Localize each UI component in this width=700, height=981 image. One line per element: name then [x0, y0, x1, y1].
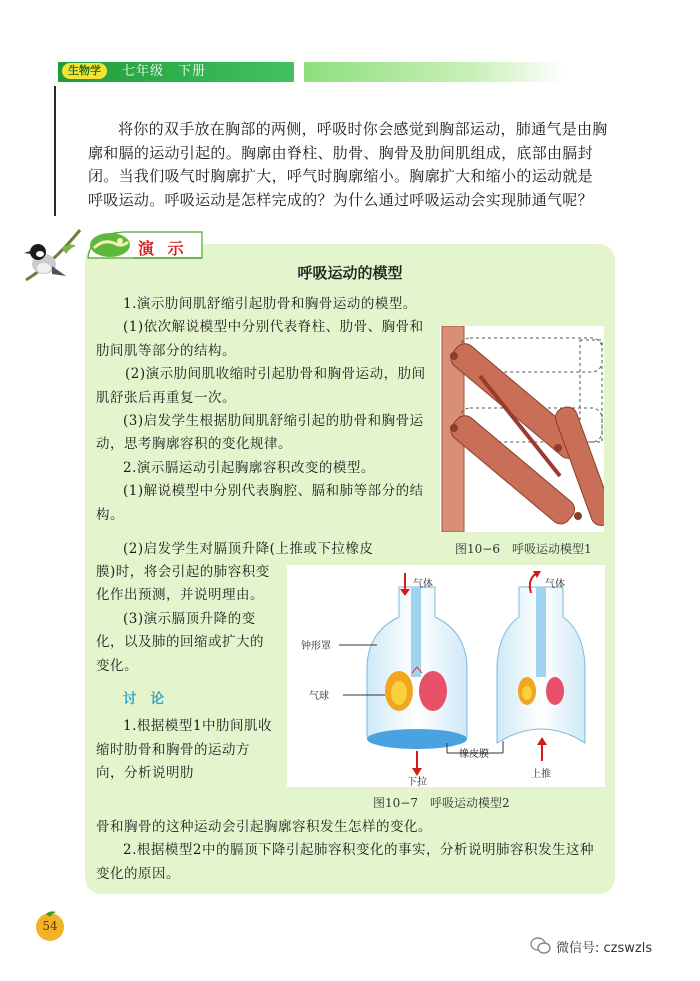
intro-paragraph: 将你的双手放在胸部的两侧，呼吸时你会感觉到胸部运动，肺通气是由胸廓和膈的运动引起的。胸廓由脊柱、肋骨、胸骨及肋间肌组成，底部由膈封闭。当我们吸气时胸廓扩大，呼气时胸廓缩小。胸廓扩大和缩小的运动就是呼吸运动。呼吸运动是怎样完成的？为什么通过呼吸运动会实现肺通气呢？	[88, 120, 608, 209]
step-2-2-rest	[96, 561, 276, 786]
step-2-2-text: 膜)时，将会引起的肺容积变化作出预测，并说明理由。	[96, 564, 270, 604]
demo-steps	[96, 293, 430, 527]
label-rubber-membrane: 橡皮膜	[459, 749, 489, 760]
label-push-up: 上推	[531, 769, 551, 780]
margin-line	[54, 86, 56, 216]
bird-icon	[22, 224, 82, 290]
wechat-watermark: 微信号: czswzls	[556, 941, 653, 956]
demo-label: 演 示	[138, 239, 188, 258]
step-2-1: (1)解说模型中分别代表胸腔、膈和肺等部分的结构。	[96, 483, 424, 523]
discussion-q1-part: 1.根据模型1中肋间肌收缩时肋骨和胸骨的运动方向，分析说明肋	[96, 718, 272, 782]
step-1-3: (3)启发学生根据肋间肌舒缩引起的肋骨和胸骨运动，思考胸廓容积的变化规律。	[96, 413, 424, 453]
discussion-q1-tail: 骨和胸骨的这种运动会引起胸廓容积发生怎样的变化。	[96, 819, 432, 835]
step-2: 2.演示膈运动引起胸廓容积改变的模型。	[123, 459, 375, 476]
label-pull-down: 下拉	[407, 777, 427, 787]
discussion-title: 讨论	[123, 691, 178, 708]
page-number: 54	[42, 919, 58, 933]
step-1-2: (2)演示肋间肌收缩时引起肋骨和胸骨运动，肋间肌舒张后再重复一次。	[96, 366, 426, 406]
step-1-1: (1)依次解说模型中分别代表脊柱、肋骨、胸骨和肋间肌等部分的结构。	[96, 319, 424, 359]
label-gas-left: 气体	[413, 579, 433, 590]
step-2-2-first-line: (2)启发学生对膈顶升降(上推或下拉橡皮	[123, 541, 374, 557]
subject-badge: 生物学	[62, 63, 107, 79]
step-2-3: (3)演示膈顶升降的变化，以及肺的回缩或扩大的变化。	[96, 610, 264, 674]
figure-1	[440, 326, 604, 532]
header-gradient-bar	[304, 62, 564, 82]
discussion-q2: 2.根据模型2中的膈顶下降引起肺容积变化的事实，分析说明肺容积发生这种变化的原因。	[96, 842, 594, 882]
figure-2-caption: 图10−7 呼吸运动模型2	[373, 796, 510, 810]
step-1: 1.演示肋间肌舒缩引起肋骨和胸骨运动的模型。	[123, 296, 417, 312]
figure-1-caption: 图10−6 呼吸运动模型1	[455, 542, 592, 556]
grade-label: 七年级 下册	[122, 64, 207, 79]
label-gas-right: 气体	[545, 579, 565, 590]
figure-2	[287, 565, 605, 787]
label-bell-jar: 钟形罩	[301, 641, 331, 652]
label-balloon: 气球	[309, 691, 329, 702]
discussion-bottom	[96, 816, 606, 886]
wechat-icon	[530, 936, 552, 956]
demo-title: 呼吸运动的模型	[297, 264, 403, 282]
